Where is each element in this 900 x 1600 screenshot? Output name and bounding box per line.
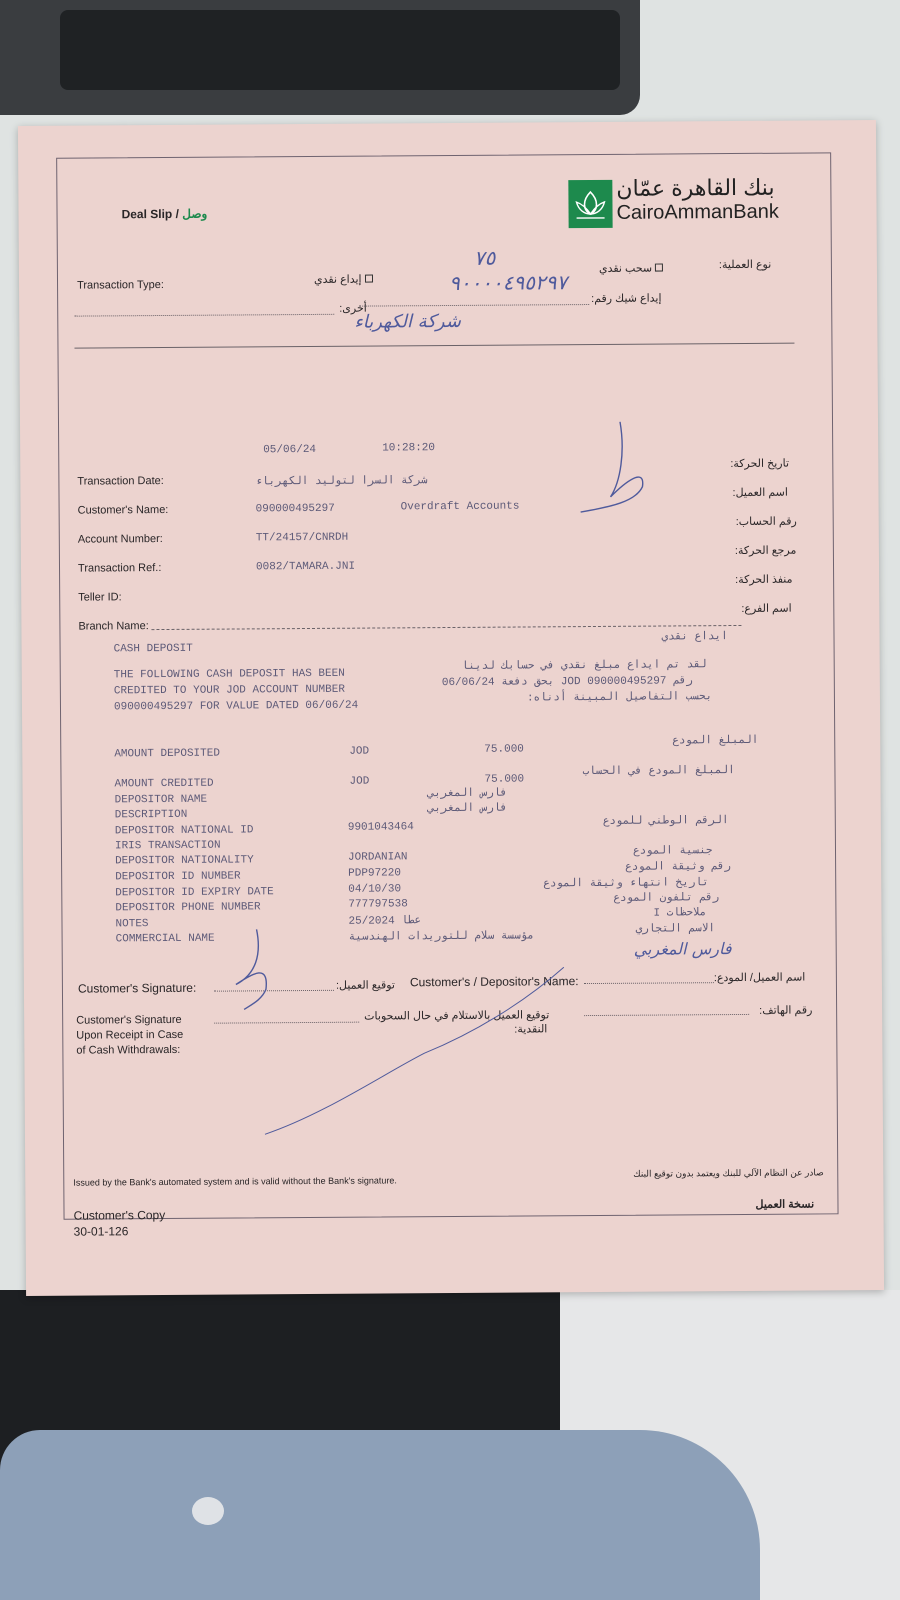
account-number-value: 090000495297 (255, 502, 335, 516)
detail-label: DEPOSITOR NATIONAL ID (114, 824, 254, 838)
transaction-type-label-ar: نوع العملية: (718, 258, 772, 272)
phone-label-ar: رقم الهاتف: (759, 1004, 813, 1017)
detail-label-ar: رقم وثيقة المودع (625, 861, 732, 874)
cash-withdrawal-option-ar: سحب نقدي (598, 262, 653, 275)
teller-id-label-ar: منفذ الحركة: (735, 573, 793, 587)
branch-name-label: Branch Name: (78, 620, 149, 633)
cash-deposit-heading-ar: ايداع نقدي (661, 631, 728, 644)
detail-label: NOTES (115, 918, 149, 931)
detail-label-ar: الاسم التجاري (635, 923, 716, 936)
detail-label: IRIS TRANSACTION (114, 839, 221, 853)
withdrawal-signature-label-1: Customer's Signature (76, 1013, 182, 1027)
detail-label: DEPOSITOR ID EXPIRY DATE (115, 886, 274, 900)
deposit-text-en-3: 090000495297 FOR VALUE DATED 06/06/24 (113, 699, 359, 714)
handwritten-depositor-name: فارس المغربي (633, 939, 732, 959)
detail-label: DEPOSITOR NAME (114, 793, 208, 807)
transaction-ref-label-ar: مرجع الحركة: (734, 544, 797, 558)
depositor-name-label: Customer's / Depositor's Name: (409, 974, 579, 990)
detail-label: DEPOSITOR PHONE NUMBER (115, 901, 261, 915)
deal-slip-paper (18, 120, 884, 1296)
other-label: أخرى: (339, 302, 367, 315)
issued-note-ar: صادر عن النظام الآلي للبنك ويعتمد بدون توقيع البنك (633, 1167, 824, 1179)
customer-name-label-ar: اسم العميل: (732, 486, 788, 500)
transaction-ref-value: TT/24157/CNRDH (255, 531, 349, 545)
amount-credited-label: AMOUNT CREDITED (114, 777, 214, 791)
cash-deposit-option-ar: إيداع نقدي (313, 273, 362, 286)
customer-signature-label-ar: توقيع العميل: (335, 979, 395, 992)
detail-label: DESCRIPTION (114, 808, 188, 822)
detail-value: 04/10/30 (348, 883, 402, 896)
form-number: 30-01-126 (73, 1224, 129, 1239)
detail-value: PDP97220 (348, 867, 402, 880)
shirt (0, 1430, 760, 1600)
shirt-button (192, 1497, 224, 1525)
cash-deposit-heading: CASH DEPOSIT (113, 642, 193, 656)
cheque-deposit-label: إيداع شيك رقم: (591, 292, 662, 306)
copy-label-en: Customer's Copy (73, 1208, 166, 1223)
issued-note-en: Issued by the Bank's automated system and is valid without the Bank's signature. (73, 1175, 397, 1188)
amount-deposited-label: AMOUNT DEPOSITED (114, 747, 220, 761)
withdrawal-signature-label-ar-2: النقدية: (514, 1023, 548, 1036)
amount-deposited-label-ar: المبلغ المودع (672, 734, 759, 748)
copy-label-ar: نسخة العميل (755, 1198, 815, 1211)
detail-label: DEPOSITOR ID NUMBER (115, 870, 241, 884)
detail-value: 777797538 (348, 898, 408, 911)
transaction-type-label: Transaction Type: (77, 278, 164, 292)
detail-value: 25/2024 عطا (348, 915, 422, 928)
account-number-label-ar: رقم الحساب: (735, 515, 797, 529)
transaction-time-value: 10:28:20 (382, 442, 436, 455)
detail-label-ar: الرقم الوطني للمودع (602, 815, 729, 828)
account-number-label: Account Number: (77, 533, 163, 546)
handwritten-company: شركة الكهرباء (354, 310, 461, 333)
branch-name-label-ar: اسم الفرع: (741, 602, 792, 615)
detail-label-ar: تاريخ انتهاء وثيقة المودع (543, 877, 709, 891)
handwritten-number: ٩٠٠٠٠٤٩٥٢٩٧ (448, 270, 568, 296)
deposit-text-ar-2: رقم JOD 090000495297 بحق دفعة 06/06/24 (441, 675, 693, 690)
customer-signature-label: Customer's Signature: (77, 980, 197, 996)
deposit-text-ar-1: لقد تم ايداع مبلغ نقدي في حسابك لدينا (461, 659, 707, 673)
slip-title-en: Deal Slip / (121, 206, 179, 222)
amount-credited-value: 75.000 (484, 773, 525, 786)
transaction-date-label-ar: تاريخ الحركة: (730, 457, 790, 471)
detail-label-ar: ملاحظات I (653, 907, 707, 920)
printer (0, 0, 640, 115)
detail-label-ar: جنسية المودع (632, 845, 713, 858)
bank-name-ar: بنك القاهرة عمّان (616, 174, 775, 201)
printer-slot (60, 10, 620, 90)
teller-id-label: Teller ID: (78, 591, 122, 604)
account-type-value: Overdraft Accounts (400, 500, 520, 514)
transaction-date-label: Transaction Date: (77, 474, 164, 488)
withdrawal-signature-label-3: of Cash Withdrawals: (76, 1043, 181, 1057)
deposit-text-en-2: CREDITED TO YOUR JOD ACCOUNT NUMBER (113, 683, 345, 698)
detail-value: فارس المغربي (427, 787, 508, 801)
bank-name-en: CairoAmmanBank (616, 200, 779, 224)
handwritten-amount: ٧٥ (473, 245, 496, 270)
customer-name-value: شركة السرا لتوليد الكهرباء (255, 475, 428, 489)
amount-deposited-value: 75.000 (484, 743, 524, 756)
transaction-date-value: 05/06/24 (263, 443, 317, 457)
detail-value: فارس المغربي (427, 802, 508, 816)
deposit-text-en-1: THE FOLLOWING CASH DEPOSIT HAS BEEN (113, 667, 345, 682)
teller-id-value: 0082/TAMARA.JNI (255, 560, 356, 574)
detail-label: DEPOSITOR NATIONALITY (115, 854, 254, 868)
detail-value: مؤسسة سلام للتوريدات الهندسية (348, 930, 535, 944)
detail-label: COMMERCIAL NAME (115, 932, 215, 946)
depositor-name-label-ar: اسم العميل/ المودع: (713, 971, 806, 985)
detail-label-ar: رقم تلفون المودع (613, 892, 720, 905)
deposit-text-ar-3: بحسب التفاصيل المبينة أدناه: (526, 691, 713, 705)
detail-value: JORDANIAN (348, 851, 408, 864)
detail-value: 9901043464 (347, 821, 414, 834)
amount-credited-currency: JOD (349, 775, 370, 788)
transaction-ref-label: Transaction Ref.: (77, 562, 162, 575)
withdrawal-signature-label-2: Upon Receipt in Case (76, 1028, 184, 1042)
slip-title-ar: وصل (182, 206, 208, 221)
signature-scribbles (18, 120, 884, 1296)
customer-name-label: Customer's Name: (77, 503, 169, 517)
withdrawal-signature-label-ar-1: توقيع العميل بالاستلام في حال السحوبات (364, 1009, 550, 1023)
amount-credited-label-ar: المبلغ المودع في الحساب (582, 765, 735, 779)
amount-deposited-currency: JOD (349, 745, 370, 758)
